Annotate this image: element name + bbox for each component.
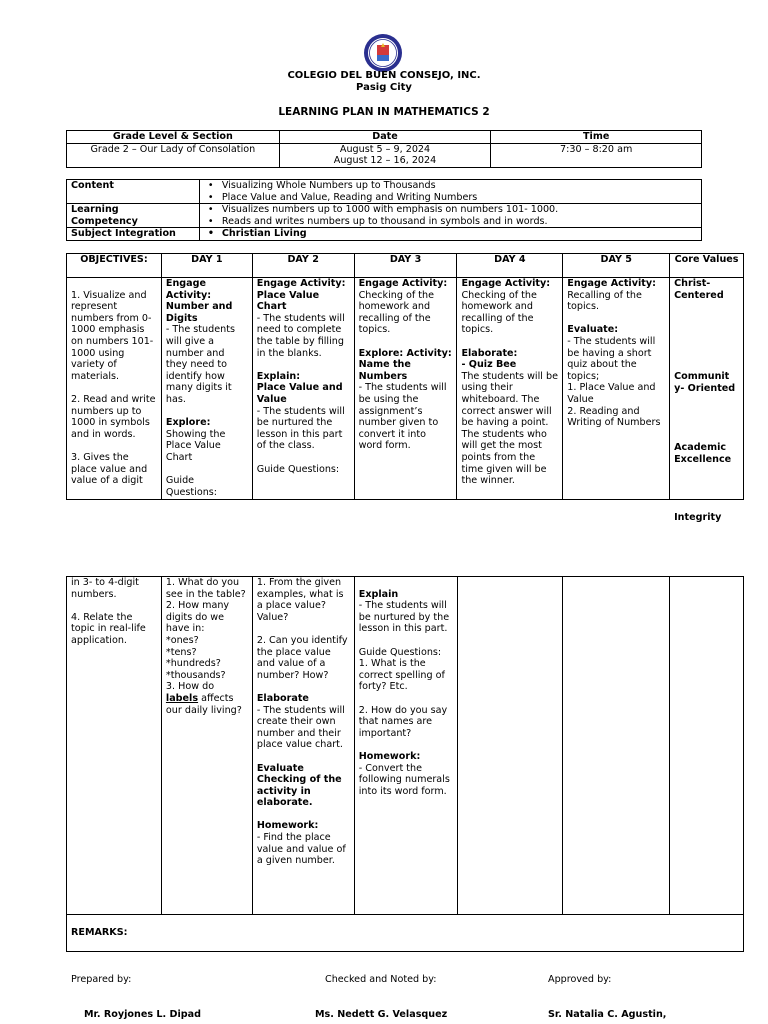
day1-q3-text: affects our daily living? xyxy=(165,692,242,716)
content-item: • Place Value and Value, Reading and Writing Numbers xyxy=(204,192,697,204)
competency-item: • Visualizes numbers up to 1000 with emphasis on numbers 101- 1000. xyxy=(204,204,697,216)
core-value: Integrity xyxy=(674,512,722,523)
prepared-name: Mr. Royjones L. Dipad xyxy=(84,1009,201,1020)
day2-q1: 1. From the given examples, what is a place value? Value? xyxy=(256,577,344,623)
prepared-label: Prepared by: xyxy=(71,974,132,985)
day3-explore: Explore: Activity: xyxy=(358,347,452,359)
day2-elaborate-desc: - The students will create their own number and their place value chart. xyxy=(256,704,345,751)
competency-items xyxy=(199,204,701,228)
day3-desc: Checking of the homework and recalling of the topics. xyxy=(358,289,435,336)
info-table xyxy=(66,130,702,168)
day2-explain-desc: - The students will be nurtured the lesson in this part of the class. xyxy=(256,405,345,452)
day2-cont-cell xyxy=(252,577,354,915)
day1-explore-desc: Showing the Place Value Chart xyxy=(165,428,226,463)
day1-q2: 2. How many digits do we have in: xyxy=(165,600,230,635)
col-day-3: DAY 3 xyxy=(354,254,457,278)
day3-homework: Homework: xyxy=(358,750,421,762)
objective-3: 3. Gives the place value and value of a digit xyxy=(71,451,148,487)
day3-q1: 1. What is the correct spelling of forty? Etc. xyxy=(358,658,445,693)
day1-ones: *ones? xyxy=(165,634,199,646)
day1-q3 xyxy=(166,681,248,716)
integration-label: Subject Integration xyxy=(67,228,200,241)
day5-evaluate-desc: - The students will be having a short quiz about the topics; xyxy=(567,335,656,382)
day5-cell xyxy=(563,278,670,500)
day1-desc: - The students will give a number and they need to identify how many digits it has. xyxy=(165,324,235,405)
day1-guide: Guide Questions: xyxy=(165,475,218,498)
integration-item: • Christian Living xyxy=(204,228,697,240)
day5-cont-cell xyxy=(563,577,670,915)
day5-evaluate: Evaluate: xyxy=(567,324,619,336)
day1-hundreds: *hundreds? xyxy=(165,658,221,670)
date-line-2: August 12 – 16, 2024 xyxy=(333,155,437,167)
day3-guide: Guide Questions: xyxy=(358,646,442,658)
info-date xyxy=(279,143,491,167)
day4-elaborate-topic: - Quiz Bee xyxy=(461,359,517,371)
day2-explain-topic: Place Value and Value xyxy=(256,382,343,405)
approved-name: Sr. Natalia C. Agustin, xyxy=(548,1009,667,1020)
day4-elaborate: Elaborate: xyxy=(461,347,518,359)
competency-label xyxy=(67,204,200,228)
plan-title: LEARNING PLAN IN MATHEMATICS 2 xyxy=(278,106,490,118)
day1-q3-text: 3. How do xyxy=(165,681,215,693)
day3-engage: Engage Activity: xyxy=(358,278,448,289)
content-item: • Visualizing Whole Numbers up to Thousands xyxy=(204,180,697,192)
col-day-2: DAY 2 xyxy=(252,254,354,278)
day1-cont-cell xyxy=(161,577,252,915)
info-header-grade: Grade Level & Section xyxy=(67,131,280,144)
day4-cont-cell xyxy=(457,577,563,915)
remarks-row: REMARKS: xyxy=(67,915,744,952)
day1-engage: Engage Activity: xyxy=(165,278,212,301)
day2-desc: - The students will need to complete the table by filling in the blanks. xyxy=(256,312,345,359)
competency-label-line: Learning xyxy=(71,204,119,216)
info-time: 7:30 – 8:20 am xyxy=(491,143,702,167)
day3-cell xyxy=(354,278,457,500)
school-name: COLEGIO DEL BUEN CONSEJO, INC. xyxy=(287,70,481,81)
day2-evaluate: Evaluate Checking of the activity in elaborate. xyxy=(256,762,342,809)
day3-explain-desc: - The students will be nurtured by the lesson in this part. xyxy=(358,600,450,635)
core-value: Academic Excellence xyxy=(674,442,732,465)
school-city: Pasig City xyxy=(356,82,412,93)
day3-explore-topic: Name the Numbers xyxy=(358,359,411,382)
day5-desc: Recalling of the topics. xyxy=(567,289,642,313)
col-day-4: DAY 4 xyxy=(457,254,563,278)
objective-3-cont: in 3- to 4-digit numbers. xyxy=(71,577,139,600)
day4-cell xyxy=(457,278,563,500)
day3-q2: 2. How do you say that names are important? xyxy=(358,704,448,739)
col-day-1: DAY 1 xyxy=(161,254,252,278)
day3-cont-cell xyxy=(354,577,457,915)
info-header-date: Date xyxy=(279,131,491,144)
day1-tens: *tens? xyxy=(165,646,197,658)
plan-table-page-2 xyxy=(66,576,744,952)
day2-cell xyxy=(252,278,354,500)
checked-label: Checked and Noted by: xyxy=(325,974,437,985)
day2-homework: Homework: xyxy=(256,820,319,832)
competency-label-line: Competency xyxy=(71,215,138,227)
col-day-5: DAY 5 xyxy=(563,254,670,278)
day1-cell xyxy=(161,278,252,500)
objectives-cont-cell xyxy=(67,577,162,915)
objectives-cell xyxy=(67,278,162,500)
col-objectives: OBJECTIVES: xyxy=(67,254,162,278)
day1-q3-labels: labels xyxy=(165,692,199,704)
day5-item-2: 2. Reading and Writing of Numbers xyxy=(567,405,661,429)
day2-homework-desc: - Find the place value and value of a given number. xyxy=(256,832,346,867)
day4-engage: Engage Activity: xyxy=(461,278,551,289)
day1-q1: 1. What do you see in the table? xyxy=(165,577,246,600)
objective-1: 1. Visualize and represent numbers from 0-1000 emphasis on numbers 101-1000 using variety of materials. xyxy=(71,289,154,382)
plan-table-page-1 xyxy=(66,253,744,523)
day4-desc: Checking of the homework and recalling of the topics. xyxy=(461,289,537,336)
integration-items xyxy=(199,228,701,241)
date-line-1: August 5 – 9, 2024 xyxy=(339,143,431,155)
day3-explain: Explain xyxy=(358,588,399,600)
school-seal-logo xyxy=(363,33,403,73)
core-value: Communit y- Oriented xyxy=(674,371,736,394)
objective-4: 4. Relate the topic in real-life application. xyxy=(71,611,146,646)
day1-thousands: *thousands? xyxy=(165,669,226,681)
core-values-cell xyxy=(670,278,744,523)
content-label: Content xyxy=(67,180,200,204)
day2-topic: Place Value Chart xyxy=(256,289,320,313)
checked-name: Ms. Nedett G. Velasquez xyxy=(315,1009,448,1020)
objective-2: 2. Read and write numbers up to 1000 in symbols and in words. xyxy=(71,393,156,440)
col-core-values: Core Values xyxy=(670,254,744,278)
approved-label: Approved by: xyxy=(548,974,612,985)
content-items xyxy=(199,180,701,204)
day1-topic: Number and Digits xyxy=(165,301,233,324)
day5-item-1: 1. Place Value and Value xyxy=(567,382,656,405)
competency-item: • Reads and writes numbers up to thousand in symbols and in words. xyxy=(204,216,697,228)
day1-explore: Explore: xyxy=(165,417,211,429)
core-values-cont-cell xyxy=(670,577,744,915)
info-grade: Grade 2 – Our Lady of Consolation xyxy=(67,143,280,167)
day2-explain: Explain: xyxy=(256,370,301,382)
content-table xyxy=(66,179,702,241)
core-value: Christ-Centered xyxy=(674,278,724,301)
day2-q2: 2. Can you identify the place value and value of a number? How? xyxy=(256,634,348,681)
day2-guide: Guide Questions: xyxy=(256,463,340,475)
day5-engage: Engage Activity: xyxy=(567,278,656,289)
day3-explore-desc: - The students will be using the assignment’s number given to convert it into word form. xyxy=(358,382,447,452)
day3-homework-desc: - Convert the following numerals into its word form. xyxy=(358,762,450,797)
day2-elaborate: Elaborate xyxy=(256,692,309,704)
info-header-time: Time xyxy=(491,131,702,144)
day2-engage: Engage Activity: xyxy=(256,278,346,289)
day4-elaborate-desc: The students will be using their whiteboard. The correct answer will be having a point. The students who will get the most points from the time given will be the winner. xyxy=(461,370,558,487)
